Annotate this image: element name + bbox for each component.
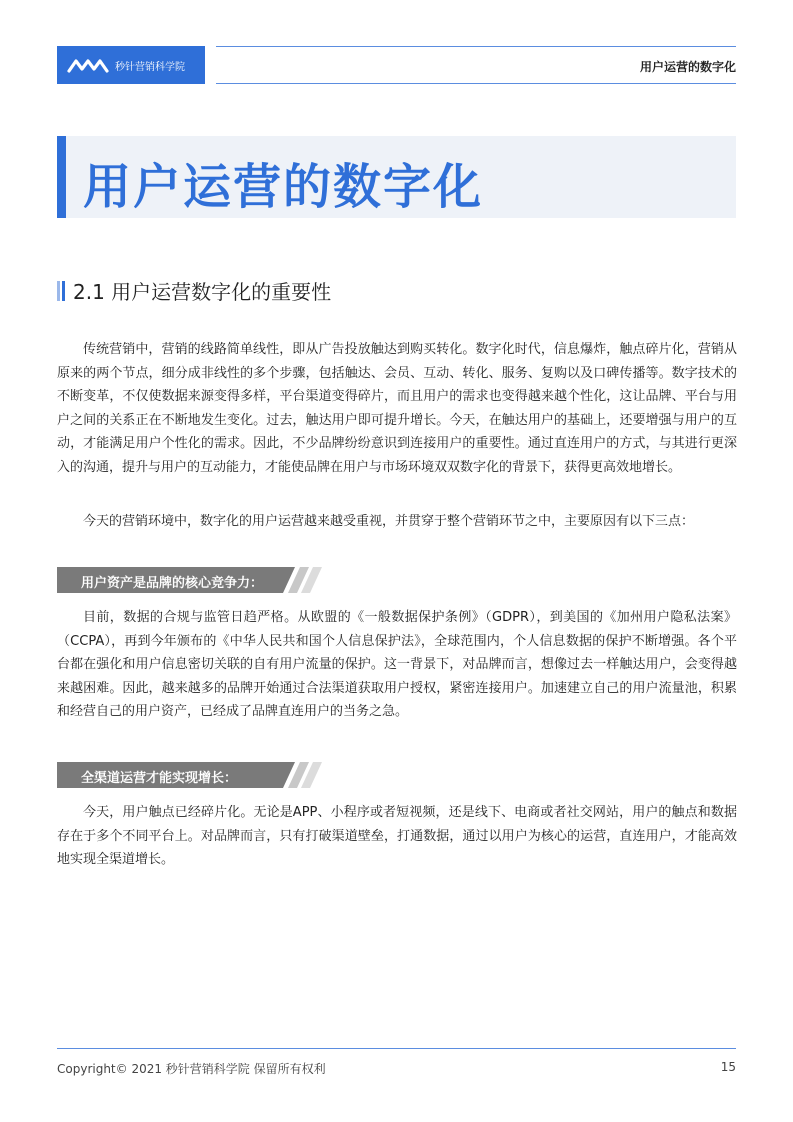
section-heading-text: 2.1 用户运营数字化的重要性 — [73, 280, 332, 304]
subhead-text-1: 用户资产是品牌的核心竞争力： — [81, 576, 264, 591]
footer-copyright: Copyright© 2021 秒针营销科学院 保留所有权利 — [57, 1062, 326, 1076]
brand-logo — [57, 46, 205, 84]
subhead-banner-2 — [57, 762, 327, 788]
brand-logo-icon — [67, 55, 109, 75]
header-divider-top — [216, 46, 736, 47]
paragraph-data-compliance: 目前，数据的合规与监管日趋严格。从欧盟的《一般数据保护条例》（GDPR），到美国的《加州用户隐私法案》（CCPA），再到今年颁布的《中华人民共和国个人信息保护法》，全球范围内，个人信息数据的保护不断增强。各个平台都在强化和用户信息密切关联的自有用户流量的保护。这一背景下，对品牌而言，想像过去一样触达用户，会变得越来越困难。因此，越来越多的品牌开始通过合法渠道获取用户授权，紧密连接用户。加速建立自己的用户流量池，积累和经营自己的用户资产，已经成了品牌直连用户的当务之急。 — [57, 610, 737, 719]
header-divider-bottom — [216, 83, 736, 84]
subhead-text-2: 全渠道运营才能实现增长： — [81, 771, 238, 786]
footer-divider — [57, 1048, 736, 1049]
title-banner — [57, 136, 736, 218]
title-accent-bar — [57, 136, 66, 218]
brand-name: 秒针营销科学院 — [115, 61, 185, 73]
page-number: 15 — [720, 1060, 736, 1074]
section-marker-icon — [57, 281, 65, 301]
paragraph-reasons: 今天的营销环境中，数字化的用户运营越来越受重视，并贯穿于整个营销环节之中，主要原因有以下三点： — [83, 514, 695, 529]
paragraph-intro: 传统营销中，营销的线路简单线性，即从广告投放触达到购买转化。数字化时代，信息爆炸，触点碎片化，营销从原来的两个节点，细分成非线性的多个步骤，包括触达、会员、互动、转化、服务、复购以及口碑传播等。数字技术的不断变革，不仅使数据来源变得多样，平台渠道变得碎片，而且用户的需求也变得越来越个性化，这让品牌、平台与用户之间的关系正在不断地发生变化。过去，触达用户即可提升增长。今天，在触达用户的基础上，还要增强与用户的互动，才能满足用户个性化的需求。因此，不少品牌纷纷意识到连接用户的重要性。通过直连用户的方式，与其进行更深入的沟通，提升与用户的互动能力，才能使品牌在用户与市场环境双双数字化的背景下，获得更高效地增长。 — [57, 342, 737, 475]
subhead-banner-1 — [57, 567, 327, 593]
header-doc-title: 用户运营的数字化 — [639, 60, 736, 74]
paragraph-omnichannel: 今天，用户触点已经碎片化。无论是APP、小程序或者短视频，还是线下、电商或者社交网站，用户的触点和数据存在于多个不同平台上。对品牌而言，只有打破渠道壁垒，打通数据，通过以用户为核心的运营，直连用户，才能高效地实现全渠道增长。 — [57, 805, 737, 867]
page-title: 用户运营的数字化 — [83, 159, 484, 215]
section-heading — [57, 276, 331, 305]
